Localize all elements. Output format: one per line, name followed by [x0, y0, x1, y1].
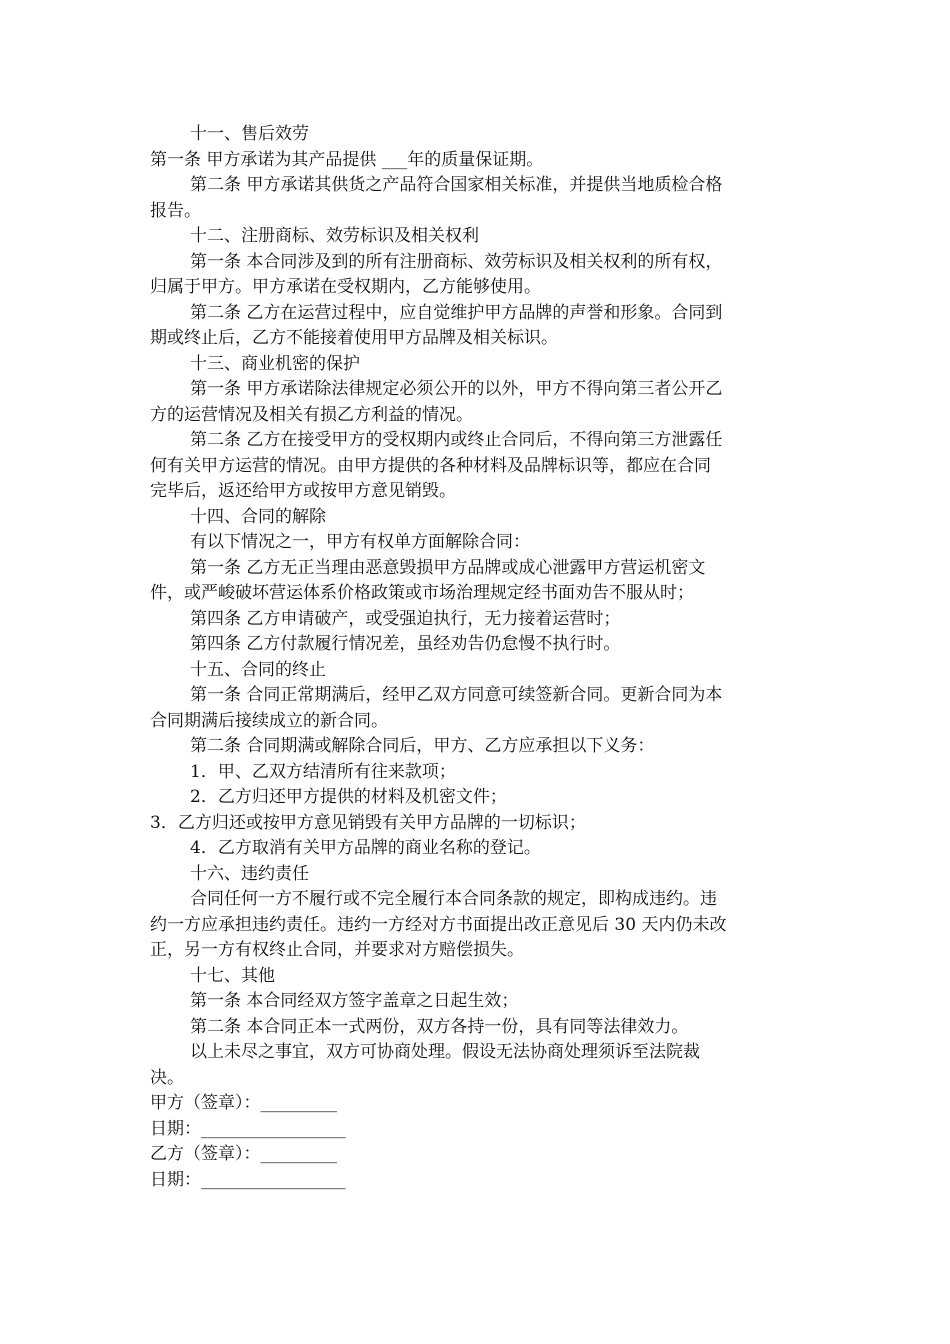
text-line: 何有关甲方运营的情况。由甲方提供的各种材料及品牌标识等，都应在合同: [150, 455, 711, 476]
paragraph-h12: [150, 224, 790, 250]
paragraph-sig-a: [150, 1091, 790, 1117]
text-line: 2．乙方归还甲方提供的材料及机密文件；: [190, 787, 507, 807]
text-line: 十三、商业机密的保护: [190, 353, 360, 374]
text-line: 正，另一方有权终止合同，并要求对方赔偿损失。: [150, 940, 524, 960]
text-line: 十七、其他: [190, 965, 275, 986]
text-line: 第二条 合同期满或解除合同后，甲方、乙方应承担以下义务：: [190, 736, 655, 756]
paragraph-sig-b: [150, 1142, 790, 1168]
paragraph-h11: [150, 122, 790, 148]
paragraph-s14-4a: [150, 607, 790, 633]
paragraph-s17-1: [150, 989, 790, 1015]
paragraph-s17-3: [150, 1040, 790, 1091]
paragraph-h15: [150, 658, 790, 684]
text-line: 十六、违约责任: [190, 863, 309, 884]
text-line: 第一条 合同正常期满后，经甲乙双方同意可续签新合同。更新合同为本: [190, 685, 723, 705]
text-line: 第二条 甲方承诺其供货之产品符合国家相关标准，并提供当地质检合格: [190, 175, 723, 195]
text-line: 件，或严峻破坏营运体系价格政策或市场治理规定经书面劝告不服从时；: [150, 583, 694, 603]
text-line: 十四、合同的解除: [190, 506, 326, 527]
paragraph-s15-1: [150, 683, 790, 734]
paragraph-s14-4b: [150, 632, 790, 658]
text-line: 以上未尽之事宜，双方可协商处理。假设无法协商处理须诉至法院裁: [190, 1042, 700, 1062]
paragraph-s12-1: [150, 250, 790, 301]
paragraph-h16: [150, 862, 790, 888]
paragraph-s16: [150, 887, 790, 964]
paragraph-s17-2: [150, 1015, 790, 1041]
text-line: 十一、售后效劳: [190, 124, 309, 144]
text-line: 日期：_________________: [150, 1169, 346, 1190]
text-line: 甲方（签章）：_________: [150, 1093, 337, 1113]
paragraph-s15-2-4: [150, 836, 790, 862]
text-line: 第二条 乙方在运营过程中，应自觉维护甲方品牌的声誉和形象。合同到: [190, 302, 723, 323]
text-line: 约一方应承担违约责任。违约一方经对方书面提出改正意见后 30 天内仍未改: [150, 914, 727, 935]
paragraph-s14-0: [150, 530, 790, 556]
paragraph-s15-2-2: [150, 785, 790, 811]
text-line: 第一条 甲方承诺除法律规定必须公开的以外，甲方不得向第三者公开乙: [190, 379, 723, 399]
paragraph-s13-1: [150, 377, 790, 428]
text-line: 十五、合同的终止: [190, 659, 326, 680]
paragraph-s15-2-1: [150, 760, 790, 786]
paragraph-s15-2-3: [150, 811, 790, 837]
text-line: 3．乙方归还或按甲方意见销毁有关甲方品牌的一切标识；: [150, 812, 586, 833]
paragraph-s14-1: [150, 556, 790, 607]
text-line: 完毕后，返还给甲方或按甲方意见销毁。: [150, 481, 456, 501]
text-line: 期或终止后，乙方不能接着使用甲方品牌及相关标识。: [150, 328, 558, 348]
paragraph-s13-2: [150, 428, 790, 505]
contract-document: [150, 122, 790, 1193]
text-line: 归属于甲方。甲方承诺在受权期内，乙方能够使用。: [150, 277, 541, 297]
text-line: 第四条 乙方付款履行情况差，虽经劝告仍怠慢不执行时。: [190, 634, 621, 654]
text-line: 合同期满后接续成立的新合同。: [150, 710, 388, 731]
text-line: 方的运营情况及相关有损乙方利益的情况。: [150, 404, 473, 425]
paragraph-h17: [150, 964, 790, 990]
text-line: 第一条 本合同涉及到的所有注册商标、效劳标识及相关权利的所有权，: [190, 251, 723, 272]
paragraph-h13: [150, 352, 790, 378]
text-line: 有以下情况之一，甲方有权单方面解除合同：: [190, 532, 530, 552]
text-line: 日期：_________________: [150, 1118, 346, 1139]
paragraph-s11-2: [150, 173, 790, 224]
text-line: 1．甲、乙双方结清所有往来款项；: [190, 761, 456, 782]
paragraph-date-a: [150, 1117, 790, 1143]
text-line: 第二条 本合同正本一式两份，双方各持一份，具有同等法律效力。: [190, 1016, 689, 1037]
text-line: 合同任何一方不履行或不完全履行本合同条款的规定，即构成违约。违: [190, 889, 717, 909]
text-line: 第一条 本合同经双方签字盖章之日起生效；: [190, 991, 519, 1011]
text-line: 第二条 乙方在接受甲方的受权期内或终止合同后，不得向第三方泄露任: [190, 430, 723, 450]
text-line: 第一条 甲方承诺为其产品提供 ___年的质量保证期。: [150, 149, 544, 170]
text-line: 报告。: [150, 200, 201, 221]
text-line: 4．乙方取消有关甲方品牌的商业名称的登记。: [190, 838, 541, 858]
text-line: 第一条 乙方无正当理由恶意毁损甲方品牌或成心泄露甲方营运机密文: [190, 557, 706, 578]
text-line: 十二、注册商标、效劳标识及相关权利: [190, 226, 479, 246]
paragraph-s12-2: [150, 301, 790, 352]
paragraph-s15-2: [150, 734, 790, 760]
text-line: 乙方（签章）：_________: [150, 1144, 337, 1164]
text-line: 决。: [150, 1067, 184, 1088]
text-line: 第四条 乙方申请破产，或受强迫执行，无力接着运营时；: [190, 608, 621, 629]
paragraph-s11-1: [150, 148, 790, 174]
paragraph-h14: [150, 505, 790, 531]
paragraph-date-b: [150, 1168, 790, 1194]
